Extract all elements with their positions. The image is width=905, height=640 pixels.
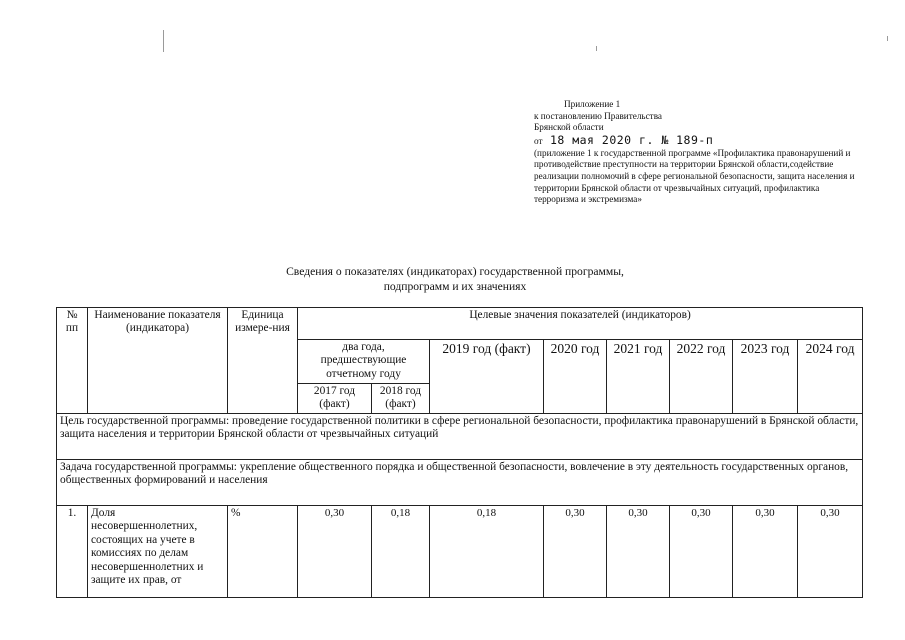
header-targets: Целевые значения показателей (индикаторов) (298, 308, 863, 340)
header-unit: Единица измере-ния (228, 308, 298, 414)
heading-line-2: подпрограмм и их значениях (383, 279, 527, 293)
value-2018: 0,18 (372, 506, 430, 598)
appendix-date (534, 134, 864, 148)
value-2024: 0,30 (798, 506, 863, 598)
document-heading (240, 265, 670, 294)
row-unit: % (228, 506, 298, 598)
goal-row: Цель государственной программы: проведение государственной политики в сфере региональной безопасности, профилактика правонарушений в Брянской области, защита населения и территории Брянской области от чрезвычайных ситуаций (57, 414, 863, 460)
header-2017: 2017 год (факт) (298, 384, 372, 414)
value-2023: 0,30 (733, 506, 798, 598)
table-row (57, 506, 863, 598)
heading-line-1: Сведения о показателях (индикаторах) государственной программы, (286, 265, 624, 278)
value-2017: 0,30 (298, 506, 372, 598)
header-num: № пп (57, 308, 88, 414)
scan-mark (163, 30, 164, 52)
scan-mark (887, 36, 888, 41)
header-2018: 2018 год (факт) (372, 384, 430, 414)
appendix-title: Приложение 1 (564, 99, 621, 109)
header-name: Наименование показателя (индикатора) (88, 308, 228, 414)
appendix-block (534, 99, 864, 206)
row-name: Доля несовершеннолетних, состоящих на учете в комиссиях по делам несовершеннолетних и защите их прав, от (88, 506, 228, 598)
appendix-line: к постановлению Правительства (534, 110, 662, 121)
header-2024: 2024 год (798, 340, 863, 414)
row-num: 1. (57, 506, 88, 598)
date-value: 18 мая 2020 г. № 189-п (549, 132, 714, 147)
header-2019: 2019 год (факт) (430, 340, 544, 414)
scan-mark (596, 46, 597, 51)
date-prefix: от (534, 135, 543, 146)
task-row: Задача государственной программы: укрепление общественного порядка и общественной безопасности, вовлечение в эту деятельность государственных органов, общественных формирований и населения (57, 460, 863, 506)
appendix-note: (приложение 1 к государственной программе «Профилактика правонарушений и противодействие преступности на территории Брянской области,содействие реализации полномочий в сфере региональной безопасности, защита населения и территории Брянской области от чрезвычайных ситуаций, профилактика терроризма и экстремизма» (534, 147, 855, 205)
header-2021: 2021 год (607, 340, 670, 414)
value-2022: 0,30 (670, 506, 733, 598)
value-2021: 0,30 (607, 506, 670, 598)
appendix-line: Брянской области (534, 122, 604, 133)
indicators-table (56, 307, 863, 598)
header-2020: 2020 год (544, 340, 607, 414)
value-2019: 0,18 (430, 506, 544, 598)
header-2023: 2023 год (733, 340, 798, 414)
header-2022: 2022 год (670, 340, 733, 414)
value-2020: 0,30 (544, 506, 607, 598)
header-two-years: два года, предшествующие отчетному году (298, 340, 430, 384)
